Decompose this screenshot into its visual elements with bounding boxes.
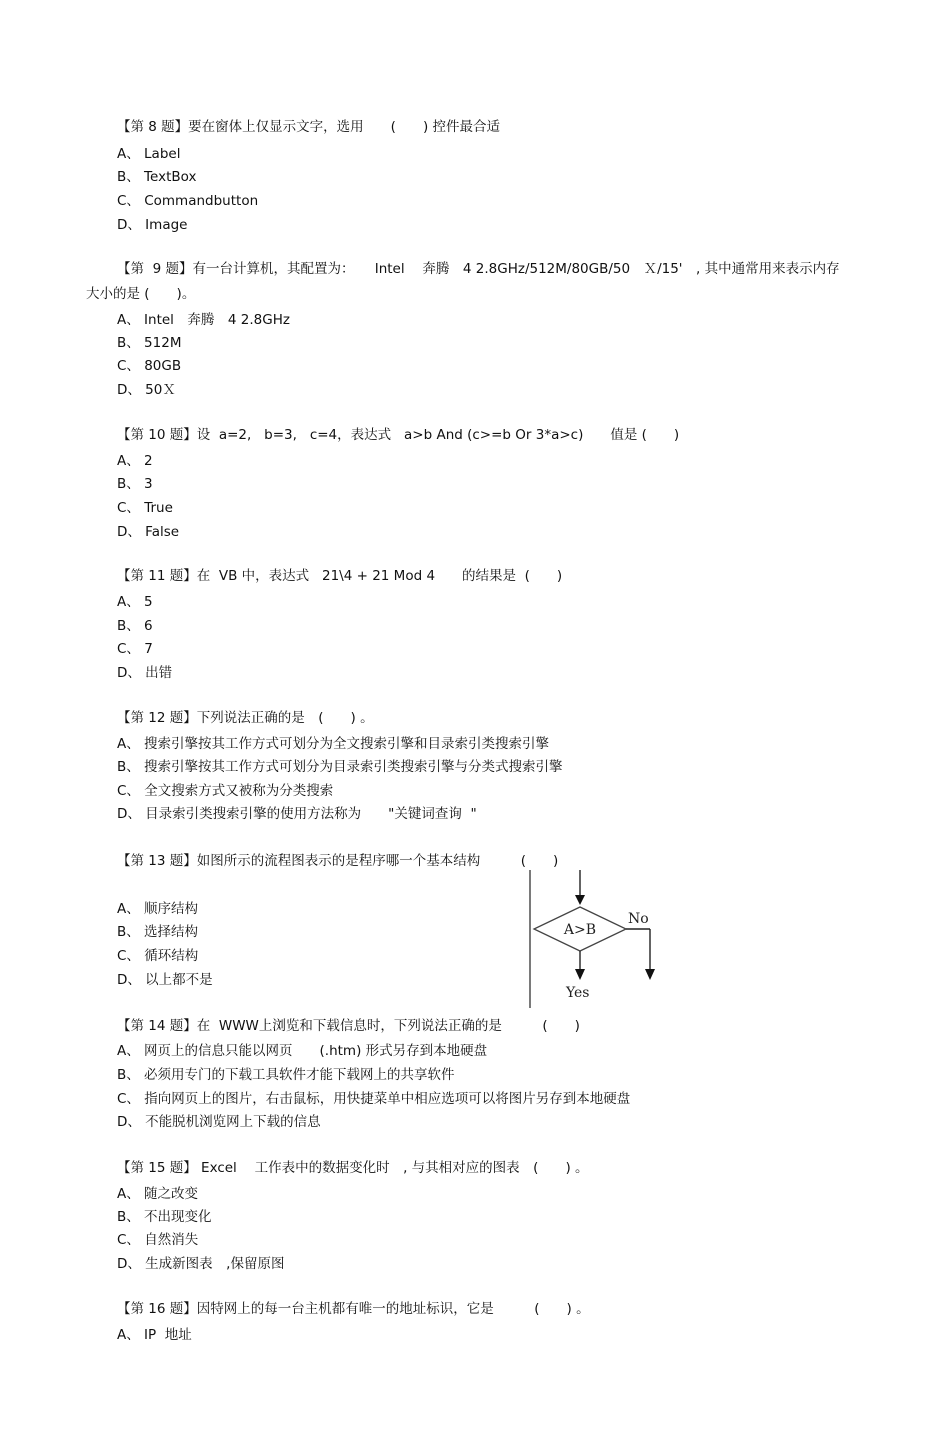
question-9-option-c: C、 80GB: [117, 358, 182, 374]
question-12-stem: 【第 12 题】下列说法正确的是 ( ) 。: [117, 710, 374, 726]
question-11-option-a: A、 5: [117, 594, 153, 610]
question-15-option-a: A、 随之改变: [117, 1186, 199, 1202]
question-10-stem: 【第 10 题】设 a=2, b=3, c=4，表达式 a>b And (c>=b Or 3*a>c) 值是 ( ): [117, 427, 680, 443]
question-8-option-a: A、 Label: [117, 146, 181, 162]
question-10-option-b: B、 3: [117, 476, 153, 492]
question-8-option-c: C、 Commandbutton: [117, 193, 259, 209]
question-16-option-a: A、 IP 地址: [117, 1327, 192, 1343]
question-13-option-b: B、 选择结构: [117, 924, 199, 940]
question-8-stem: 【第 8 题】要在窗体上仅显示文字，选用 ( ) 控件最合适: [117, 119, 500, 135]
question-11-option-c: C、 7: [117, 641, 153, 657]
question-14-option-c: C、 指向网页上的图片，右击鼠标，用快捷菜单中相应选项可以将图片另存到本地硬盘: [117, 1091, 631, 1107]
question-15-stem: 【第 15 题】 Excel 工作表中的数据变化时 , 与其相对应的图表 ( ) 。: [117, 1160, 589, 1176]
question-12-option-c: C、 全文搜索方式又被称为分类搜索: [117, 783, 334, 799]
question-14-stem: 【第 14 题】在 WWW上浏览和下载信息时，下列说法正确的是 ( ): [117, 1018, 580, 1034]
question-10-option-a: A、 2: [117, 453, 153, 469]
flowchart-yes-arrowhead: [575, 969, 585, 980]
flowchart-condition-label: A>B: [563, 922, 597, 938]
question-8-option-d: D、 Image: [117, 217, 188, 233]
question-13-option-d: D、 以上都不是: [117, 972, 213, 988]
flowchart-no-label: No: [628, 911, 649, 927]
question-9-stem-line1: 【第 9 题】有一台计算机，其配置为： Intel 奔腾 4 2.8GHz/512M/80GB/50 Ｘ/15' , 其中通常用来表示内存: [117, 261, 840, 277]
question-10-option-c: C、 True: [117, 500, 173, 516]
question-15-option-b: B、 不出现变化: [117, 1209, 212, 1225]
question-12-option-b: B、 搜索引擎按其工作方式可划分为目录索引类搜索引擎与分类式搜索引擎: [117, 759, 563, 775]
question-15-option-c: C、 自然消失: [117, 1232, 199, 1248]
question-10-option-d: D、 False: [117, 524, 180, 540]
selection-structure-flowchart: [524, 868, 664, 1010]
question-14-option-a: A、 网页上的信息只能以网页 (.htm) 形式另存到本地硬盘: [117, 1043, 488, 1059]
question-14-option-d: D、 不能脱机浏览网上下载的信息: [117, 1114, 321, 1130]
question-9-option-a: A、 Intel 奔腾 4 2.8GHz: [117, 312, 290, 328]
flowchart-no-arrowhead: [645, 969, 655, 980]
question-9-option-b: B、 512M: [117, 335, 182, 351]
question-8-option-b: B、 TextBox: [117, 169, 197, 185]
question-12-option-a: A、 搜索引擎按其工作方式可划分为全文搜索引擎和目录索引类搜索引擎: [117, 736, 550, 752]
question-15-option-d: D、 生成新图表 ,保留原图: [117, 1256, 285, 1272]
question-12-option-d: D、 目录索引类搜索引擎的使用方法称为 "关键词查询 ": [117, 806, 477, 822]
question-9-option-d: D、 50Ｘ: [117, 382, 176, 398]
flowchart-entry-arrowhead: [575, 895, 585, 905]
question-11-option-d: D、 出错: [117, 665, 173, 681]
question-13-stem: 【第 13 题】如图所示的流程图表示的是程序哪一个基本结构 ( ): [117, 853, 559, 869]
question-11-option-b: B、 6: [117, 618, 153, 634]
question-14-option-b: B、 必须用专门的下载工具软件才能下载网上的共享软件: [117, 1067, 455, 1083]
flowchart-yes-label: Yes: [566, 985, 590, 1001]
question-16-stem: 【第 16 题】因特网上的每一台主机都有唯一的地址标识，它是 ( ) 。: [117, 1301, 590, 1317]
question-13-option-c: C、 循环结构: [117, 948, 199, 964]
question-11-stem: 【第 11 题】在 VB 中，表达式 21\4 + 21 Mod 4 的结果是 ( ): [117, 568, 563, 584]
question-13-option-a: A、 顺序结构: [117, 901, 199, 917]
question-9-stem-line2: 大小的是 ( )。: [86, 286, 196, 302]
